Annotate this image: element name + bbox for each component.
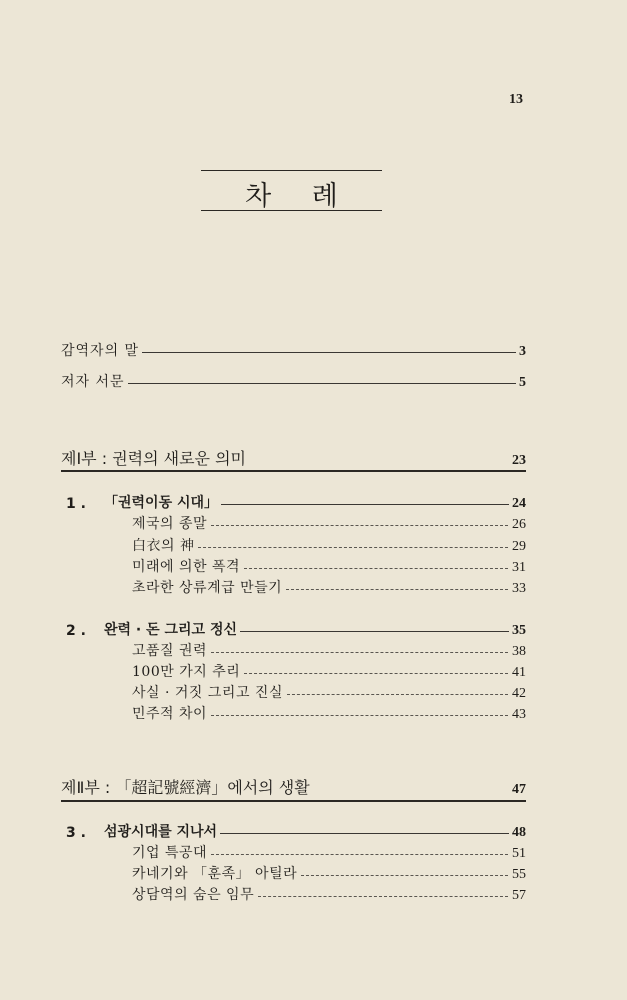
toc-entry-section[interactable] [132, 682, 526, 702]
toc-entry-chapter[interactable] [66, 619, 526, 639]
chapter-number: 3 . [66, 825, 86, 841]
toc-entry-page: 33 [512, 581, 526, 596]
chapter-title: 「권력이동 시대」 [104, 495, 219, 511]
page-title: 차 례 [245, 181, 354, 212]
toc-entry-page: 35 [512, 623, 526, 638]
toc-entry-section[interactable] [132, 842, 526, 862]
toc-entry-page: 55 [512, 867, 526, 882]
toc-entry-page: 3 [519, 344, 526, 359]
section-label: 제국의 종말 [132, 516, 208, 532]
section-label: 100만 가지 추리 [132, 664, 241, 680]
title-rule-bottom [201, 210, 382, 211]
leader-dots [258, 896, 508, 897]
leader-line [240, 631, 509, 632]
leader-dots [244, 673, 508, 674]
toc-entry-page: 48 [512, 825, 526, 840]
part-heading-label: 제Ⅱ부 : 「超記號經濟」에서의 생활 [61, 778, 310, 797]
section-label: 고품질 권력 [132, 643, 208, 659]
title-rule-top [201, 170, 382, 171]
toc-entry-front[interactable] [61, 340, 526, 360]
toc-entry-section[interactable] [132, 535, 526, 555]
leader-dots [244, 568, 508, 569]
part-heading[interactable] [61, 446, 526, 469]
leader-dots [211, 715, 508, 716]
section-label: 기업 특공대 [132, 845, 208, 861]
toc-entry-page: 42 [512, 686, 526, 701]
toc-entry-page: 57 [512, 888, 526, 903]
leader-dots [301, 875, 508, 876]
toc-entry-page: 43 [512, 707, 526, 722]
toc-entry-page: 29 [512, 539, 526, 554]
part-heading-label: 제Ⅰ부 : 권력의 새로운 의미 [61, 449, 247, 468]
toc-entry-section[interactable] [132, 863, 526, 883]
leader-dots [287, 694, 508, 695]
toc-entry-section[interactable] [132, 640, 526, 660]
leader-dots [211, 525, 508, 526]
section-label: 민주적 차이 [132, 706, 208, 722]
toc-entry-page: 51 [512, 846, 526, 861]
page-number: 13 [509, 92, 523, 107]
toc-entry-chapter[interactable] [66, 492, 526, 512]
toc-entry-page: 5 [519, 375, 526, 390]
toc-entry-section[interactable] [132, 513, 526, 533]
part-heading-page: 23 [512, 453, 526, 468]
part-heading[interactable] [61, 775, 526, 798]
toc-entry-section[interactable] [132, 703, 526, 723]
section-label: 미래에 의한 폭격 [132, 559, 241, 575]
toc-entry-label: 감역자의 말 [61, 343, 140, 359]
part-rule [61, 800, 526, 802]
toc-entry-section[interactable] [132, 661, 526, 681]
toc-entry-page: 24 [512, 496, 526, 511]
leader-dots [286, 589, 508, 590]
toc-entry-label: 저자 서문 [61, 374, 125, 390]
leader-dots [211, 652, 508, 653]
leader-line [220, 833, 509, 834]
section-label: 白衣의 神 [132, 538, 195, 554]
toc-entry-section[interactable] [132, 556, 526, 576]
toc-entry-section[interactable] [132, 884, 526, 904]
toc-entry-front[interactable] [61, 371, 526, 391]
section-label: 상담역의 숨은 임무 [132, 887, 255, 903]
toc-entry-page: 31 [512, 560, 526, 575]
leader-dots [211, 854, 508, 855]
toc-entry-chapter[interactable] [66, 821, 526, 841]
chapter-title: 섬광시대를 지나서 [104, 824, 218, 840]
section-label: 사실 · 거짓 그리고 진실 [132, 685, 283, 701]
chapter-number: 1 . [66, 496, 86, 512]
chapter-title: 완력 · 돈 그리고 정신 [104, 622, 238, 638]
section-label: 카네기와 「훈족」 아틸라 [132, 866, 298, 882]
toc-entry-page: 26 [512, 517, 526, 532]
leader-line [142, 352, 516, 353]
toc-entry-section[interactable] [132, 577, 526, 597]
toc-entry-page: 41 [512, 665, 526, 680]
section-label: 초라한 상류계급 만들기 [132, 580, 283, 596]
toc-entry-page: 38 [512, 644, 526, 659]
chapter-number: 2 . [66, 623, 86, 639]
leader-line [221, 504, 509, 505]
leader-line [128, 383, 516, 384]
leader-dots [198, 547, 508, 548]
part-rule [61, 470, 526, 472]
part-heading-page: 47 [512, 782, 526, 797]
